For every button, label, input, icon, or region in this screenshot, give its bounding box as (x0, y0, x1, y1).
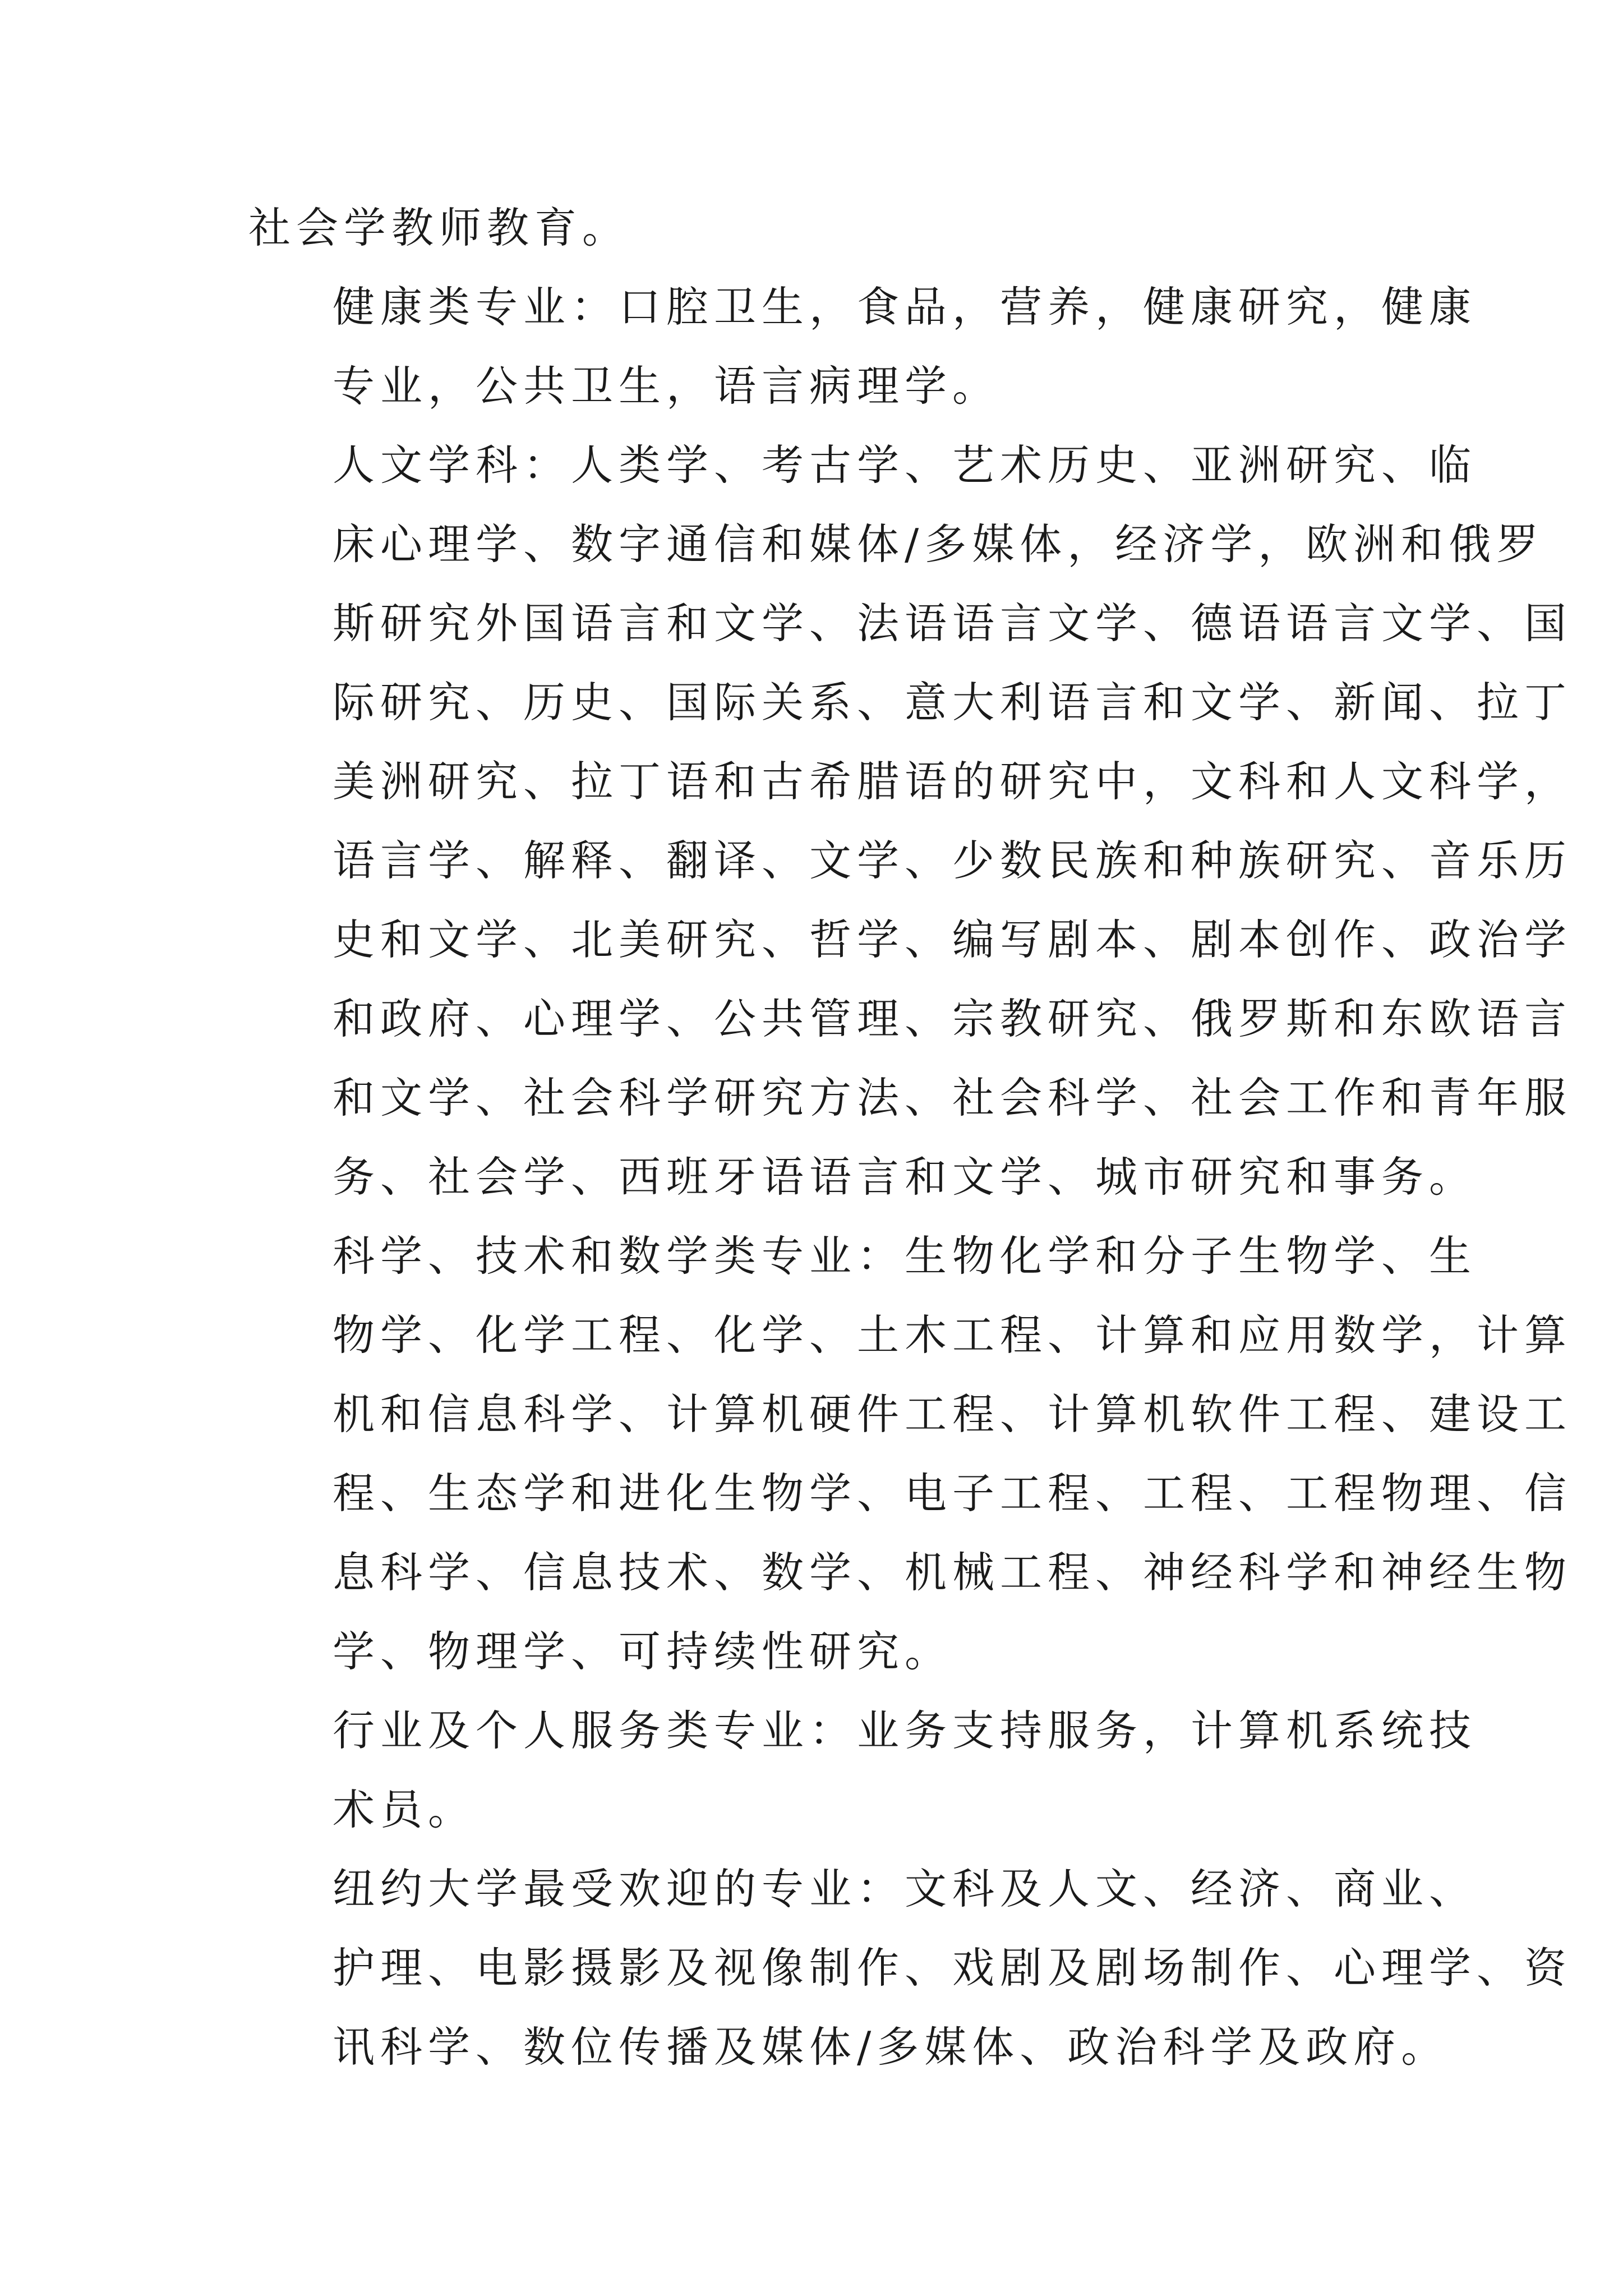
text-line: 务、社会学、西班牙语语言和文学、城市研究和事务。 (333, 1152, 1477, 1202)
paragraph-stem-majors (248, 1217, 1573, 1691)
text-line: 美洲研究、拉丁语和古希腊语的研究中，文科和人文科学， (333, 757, 1573, 806)
text-line: 和文学、社会科学研究方法、社会科学、社会工作和青年服 (333, 1073, 1573, 1122)
text-line: 纽约大学最受欢迎的专业：文科及人文、经济、商业、 (333, 1864, 1477, 1913)
text-line: 斯研究外国语言和文学、法语语言文学、德语语言文学、国 (333, 599, 1573, 648)
text-line: 史和文学、北美研究、哲学、编写剧本、剧本创作、政治学 (333, 915, 1573, 964)
text-line: 社会学教师教育。 (248, 203, 630, 252)
document-body (248, 188, 1573, 2087)
text-line: 语言学、解释、翻译、文学、少数民族和种族研究、音乐历 (333, 836, 1573, 885)
text-line: 科学、技术和数学类专业：生物化学和分子生物学、生 (333, 1231, 1477, 1281)
text-line: 息科学、信息技术、数学、机械工程、神经科学和神经生物 (333, 1548, 1573, 1597)
text-line: 人文学科：人类学、考古学、艺术历史、亚洲研究、临 (333, 440, 1477, 490)
text-line: 健康类专业：口腔卫生，食品，营养，健康研究，健康 (333, 282, 1477, 332)
text-line: 讯科学、数位传播及媒体/多媒体、政治科学及政府。 (333, 2022, 1449, 2072)
paragraph-popular-majors (248, 1849, 1573, 2087)
text-line: 专业，公共卫生，语言病理学。 (333, 361, 1000, 411)
text-line: 机和信息科学、计算机硬件工程、计算机软件工程、建设工 (333, 1389, 1573, 1439)
text-line: 术员。 (333, 1785, 476, 1834)
text-line: 际研究、历史、国际关系、意大利语言和文学、新闻、拉丁 (333, 678, 1573, 727)
text-line: 行业及个人服务类专业：业务支持服务，计算机系统技 (333, 1706, 1477, 1755)
paragraph-humanities-majors (248, 426, 1573, 1217)
text-line: 物学、化学工程、化学、土木工程、计算和应用数学，计算 (333, 1310, 1573, 1360)
text-line: 学、物理学、可持续性研究。 (333, 1627, 953, 1676)
paragraph-health-majors (248, 268, 1477, 426)
text-line: 护理、电影摄影及视像制作、戏剧及剧场制作、心理学、资 (333, 1943, 1573, 1993)
text-line: 程、生态学和进化生物学、电子工程、工程、工程物理、信 (333, 1469, 1573, 1518)
text-line: 和政府、心理学、公共管理、宗教研究、俄罗斯和东欧语言 (333, 994, 1573, 1043)
paragraph-continuation (248, 188, 1393, 268)
paragraph-service-majors (248, 1691, 1477, 1849)
text-line: 床心理学、数字通信和媒体/多媒体，经济学，欧洲和俄罗 (333, 519, 1544, 569)
